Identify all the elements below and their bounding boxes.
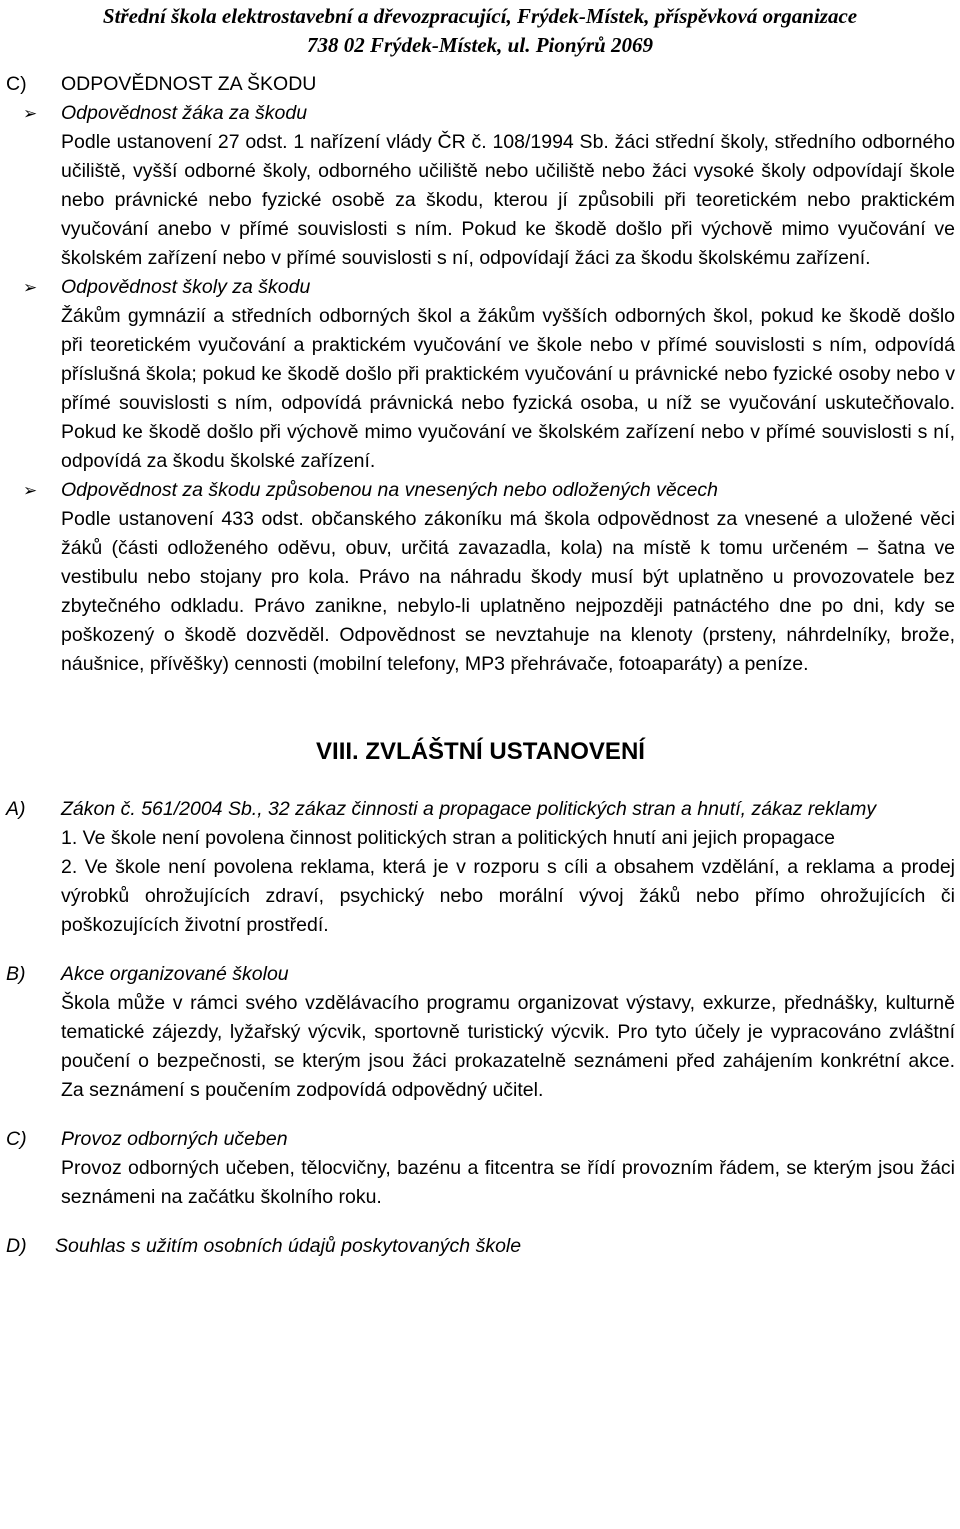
section-a-letter: A) [6,798,26,820]
section-c2-letter: C) [6,1128,27,1150]
list-item: 1. Ve škole není povolena činnost politických stran a politických hnutí ani jejich propagace [61,827,835,849]
section-d-letter: D) [6,1235,27,1257]
spacer [6,679,955,737]
bullet-title: Odpovědnost za škodu způsobenou na vnesených nebo odložených věcech [61,479,718,501]
document-body [6,70,955,1261]
bullet-heading [6,273,955,302]
section-d-title: Souhlas s užitím osobních údajů poskytovaných škole [55,1235,522,1257]
list-item: 2. Ve škole není povolena reklama, která je v rozporu s cíli a obsahem vzdělání, a reklama a prodej výrobků ohrožujících zdraví, psychický nebo morální vývoj žáků nebo přímo ohrožujících či poškozujících životní prostředí. [61,856,955,936]
spacer [6,940,955,960]
spacer [6,1212,955,1232]
chapter-title: VIII. ZVLÁŠTNÍ USTANOVENÍ [316,738,645,765]
section-c2-title: Provoz odborných učeben [61,1128,288,1150]
bullet-text: Podle ustanovení 433 odst. občanského zákoníku má škola odpovědnost za vnesené a uložené věci žáků (části odloženého oděvu, obuv, určitá zavazadla, kola) na místě k tomu určeném – šatna ve vestibulu nebo stojany pro kola. Právo na náhradu škody musí být uplatněno u provozovatele bez zbytečného odkladu. Právo zanikne, nebylo-li uplatněno nejpozději patnáctého dne po dni, kdy se poškozený o škodě dozvěděl. Odpovědnost se nevztahuje na klenoty (prsteny, náhrdelníky, brože, náušnice, přívěšky) cennosti (mobilní telefony, MP3 přehrávače, fotoaparáty) a peníze. [61,508,955,675]
arrow-bullet-icon: ➢ [23,481,38,500]
arrow-bullet-icon: ➢ [23,278,38,297]
spacer [6,1105,955,1125]
section-c-letter: C) [6,73,27,95]
section-c2-text: Provoz odborných učeben, tělocvičny, bazénu a fitcentra se řídí provozním řádem, se kterým jsou žáci seznámeni na začátku školního roku. [61,1157,955,1208]
section-b-text: Škola může v rámci svého vzdělávacího programu organizovat výstavy, exkurze, přednášky, kulturně tematické zájezdy, lyžařský výcvik, sportovně turistický výcvik. Pro tyto účely je vypracováno zvláštní poučení o bezpečnosti, se kterým jsou žáci prokazatelně seznámeni před zahájením konkrétní akce. Za seznámení s poučením zodpovídá odpovědný učitel. [61,992,955,1101]
section-c2-heading [6,1125,955,1154]
section-a-heading [6,795,955,824]
header-address: 738 02 Frýdek-Místek, ul. Pionýrů 2069 [307,33,653,57]
bullet-heading [6,99,955,128]
header-school-name: Střední škola elektrostavební a dřevozpracující, Frýdek-Místek, příspěvková organizace [102,4,858,28]
section-d-heading [6,1232,955,1261]
section-b-letter: B) [6,963,26,985]
section-c-title: ODPOVĚDNOST ZA ŠKODU [61,73,317,95]
bullet-text: Podle ustanovení 27 odst. 1 nařízení vlády ČR č. 108/1994 Sb. žáci střední školy, středního odborného učiliště, vyšší odborné školy, odborného učiliště nebo učiliště nebo žáci vysoké školy odpovídají škole nebo právnické nebo fyzické osobě za škodu, kterou jí způsobili při teoretickém nebo praktickém vyučování anebo v přímé souvislosti s ním. Pokud ke škodě došlo při výchově mimo vyučování ve školském zařízení nebo v přímé souvislosti s ní, odpovídají žáci za škodu školskému zařízení. [61,131,955,269]
bullet-title: Odpovědnost školy za škodu [61,276,311,298]
section-b-title: Akce organizované školou [61,963,289,985]
bullet-text: Žákům gymnázií a středních odborných škol a žákům vyšších odborných škol, pokud ke škodě došlo při teoretickém vyučování a praktickém vyučování ve škole nebo v přímé souvislosti s ním, odpovídá příslušná škola; pokud ke škodě došlo při praktickém vyučování u právnické nebo fyzické osoby nebo v přímé souvislosti s ním, odpovídá právnická nebo fyzická osoba, u níž se vyučování uskutečňovalo. Pokud ke škodě došlo při výchově mimo vyučování ve školském zařízení nebo v přímé souvislosti s ní, odpovídá za škodu školské zařízení. [61,305,955,472]
spacer [6,767,955,795]
page-header [0,2,960,60]
section-b-heading [6,960,955,989]
section-c-heading [6,70,955,99]
arrow-bullet-icon: ➢ [23,104,38,123]
bullet-heading [6,476,955,505]
bullet-title: Odpovědnost žáka za škodu [61,102,308,124]
section-a-title: Zákon č. 561/2004 Sb., 32 zákaz činnosti a propagace politických stran a hnutí, zákaz reklamy [61,798,877,820]
